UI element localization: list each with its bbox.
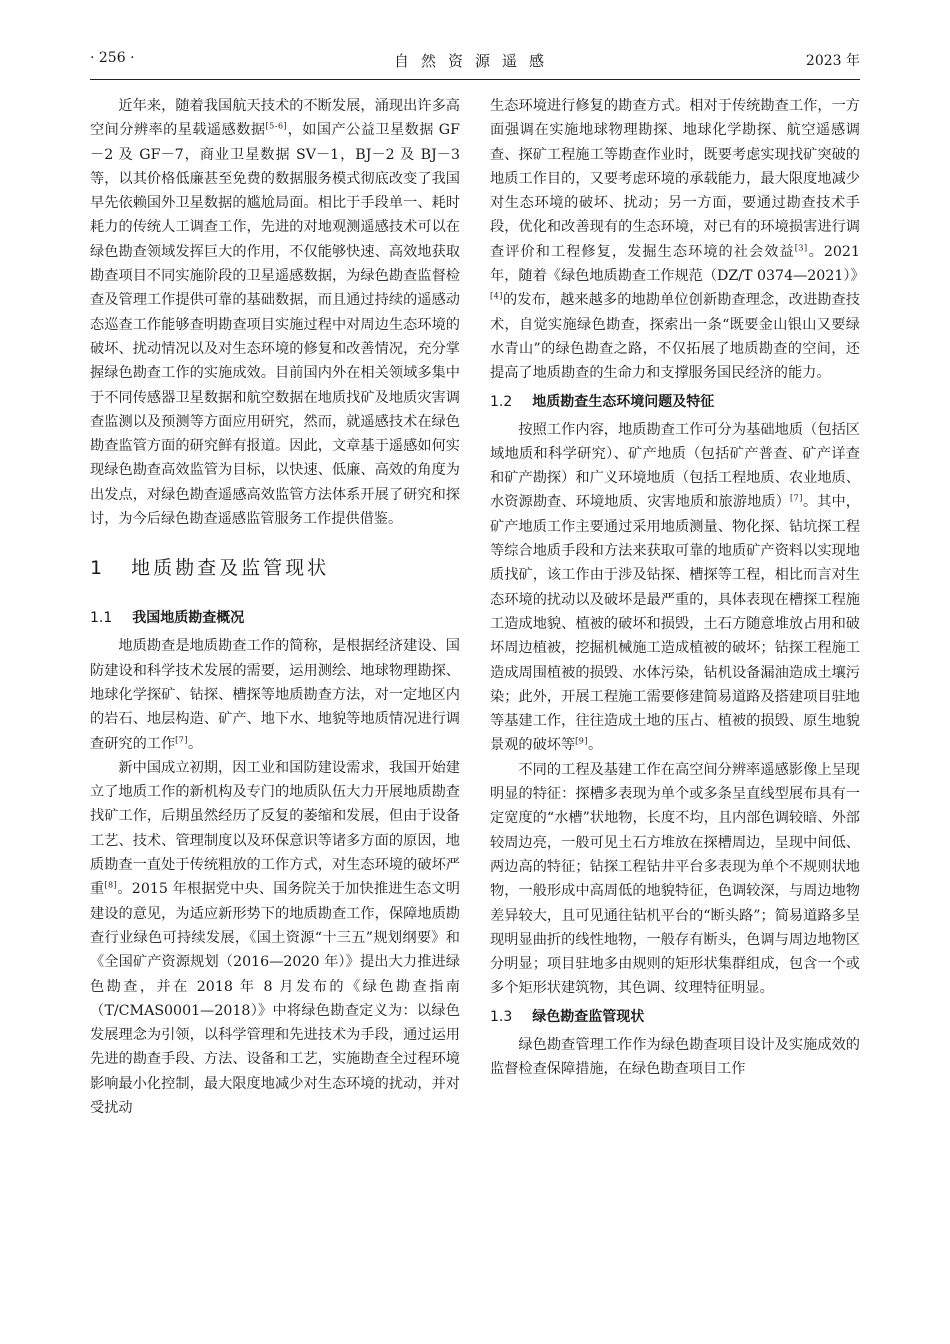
journal-title: 自然资源遥感	[393, 52, 556, 70]
body-paragraph: 新中国成立初期，因工业和国防建设需求，我国开始建立了地质工作的新机构及专门的地质队伍大力开展地质勘查找矿工作，后期虽然经历了反复的萎缩和发展，但由于设备工艺、技术、管理制度以及环保意识等诸多方面的原因，地质勘查一直处于传统粗放的工作方式，对生态环境的破坏严重[8]。2015 年根据党中央、国务院关于加快推进生态文明建设的意见，为适应新形势下的地质勘查工作，保障地质勘查行业绿色可持续发展，《国土资源“十三五”规划纲要》和《全国矿产资源规划（2016—2020 年）》提出大力推进绿色勘查，并在 2018 年 8 月发布的《绿色勘查指南（T/CMAS0001—2018）》中将绿色勘查定义为：以绿色发展理念为引领，以科学管理和先进技术为手段，通过运用先进的勘查手段、方法、设备和工艺，实施勘查全过程环境影响最小化控制，最大限度地减少对生态环境的扰动，并对受扰动	[90, 759, 460, 1116]
running-header	[90, 50, 860, 80]
right-column	[490, 94, 865, 1081]
citation[interactable]: [5-6]	[265, 121, 288, 131]
citation[interactable]: [7]	[790, 493, 803, 503]
subsection-heading: 1.1 我国地质勘查概况	[90, 610, 245, 627]
subsection-heading: 1.2 地质勘查生态环境问题及特征	[490, 393, 715, 410]
body-paragraph: 按照工作内容，地质勘查工作可分为基础地质（包括区域地质和科学研究）、矿产地质（包括矿产普查、矿产详查和矿产勘探）和广义环境地质（包括工程地质、农业地质、水资源勘查、环境地质、灾害地质和旅游地质）[7]。其中，矿产地质工作主要通过采用地质测量、物化探、钻坑探工程等综合地质手段和方法来获取可靠的地质矿产资料以实现地质找矿，该工作由于涉及钻探、槽探等工程，相比而言对生态环境的扰动以及破坏是最严重的，具体表现在槽探工程施工造成地貌、植被的破坏和损毁，土石方随意堆放占用和破坏周边植被，挖掘机械施工造成植被的破坏；钻探工程施工造成周围植被的损毁、水体污染，钻机设备漏油造成土壤污染；此外，开展工程施工需要修建简易道路及搭建项目驻地等基建工作，往往造成土地的压占、植被的损毁、原生地貌景观的破坏等[9]。	[490, 421, 860, 754]
citation[interactable]: [3]	[794, 243, 808, 253]
citation[interactable]: [4]	[490, 291, 503, 301]
body-paragraph: 不同的工程及基建工作在高空间分辨率遥感影像上呈现明显的特征：探槽多表现为单个或多条呈直线型展布具有一定宽度的“水槽”状地物，长度不均，且内部色调较暗、外部较周边亮，一般可见土石方堆放在探槽周边，呈现中间低、两边高的特征；钻探工程钻井平台多表现为单个不规则状地物，一般形成中高周低的地貌特征，色调较深，与周边地物差异较大，且可见通往钻机平台的“断头路”；简易道路多呈现明显曲折的线性地物，一般存有断头，色调与周边地物区分明显；项目驻地多由规则的矩形状集群组成，包含一个或多个矩形状建筑物，其色调、纹理特征明显。	[490, 761, 860, 997]
body-paragraph: 生态环境进行修复的勘查方式。相对于传统勘查工作，一方面强调在实施地球物理勘探、地球化学勘探、航空遥感调查、探矿工程施工等勘查作业时，既要考虑实现找矿突破的地质工作目的，又要考虑环境的承载能力，最大限度地减少对生态环境的破坏、扰动；另一方面，要通过勘查技术手段，优化和改善现有的生态环境，对已有的环境损害进行调查评价和工程修复，发掘生态环境的社会效益[3]。2021 年，随着《绿色地质勘查工作规范（DZ/T 0374—2021）》[4]的发布，越来越多的地勘单位创新勘查理念，改进勘查技术，自觉实施绿色勘查，探索出一条“既要金山银山又要绿水青山”的绿色勘查之路，不仅拓展了地质勘查的空间，还提高了地质勘查的生命力和支撑服务国民经济的能力。	[490, 98, 865, 382]
body-paragraph: 地质勘查是地质勘查工作的简称，是根据经济建设、国防建设和科学技术发展的需要，运用测绘、地球物理勘探、地球化学探矿、钻探、槽探等地质勘查方法，对一定地区内的岩石、地层构造、矿产、地下水、地貌等地质情况进行调查研究的工作[7]。	[90, 638, 460, 752]
intro-paragraph: 近年来，随着我国航天技术的不断发展，涌现出许多高空间分辨率的星载遥感数据[5-6]，如国产公益卫星数据 GF－2 及 GF－7，商业卫星数据 SV－1，BJ－2 及 BJ－3 等，以其价格低廉甚至免费的数据服务模式彻底改变了我国早先依赖国外卫星数据的尴尬局面。相比于手段单一、耗时耗力的传统人工调查工作，先进的对地观测遥感技术可以在绿色勘查领域发挥巨大的作用，不仅能够快速、高效地获取勘查项目不同实施阶段的卫星遥感数据，为绿色勘查监督检查及管理工作提供可靠的基础数据，而且通过持续的遥感动态巡查工作能够查明勘查项目实施过程中对周边生态环境的破坏、扰动情况以及对生态环境的修复和改善情况，充分掌握绿色勘查工作的实施成效。目前国内外在相关领域多集中于不同传感器卫星数据和航空数据在地质找矿及地质灾害调查监测以及预测等方面应用研究，然而，就遥感技术在绿色勘查监管方面的研究鲜有报道。因此，文章基于遥感如何实现绿色勘查高效监管为目标，以快速、低廉、高效的角度为出发点，对绿色勘查遥感高效监管方法体系开展了研究和探讨，为今后绿色勘查遥感监管服务工作提供借鉴。	[90, 98, 460, 528]
citation[interactable]: [7]	[175, 734, 188, 744]
body-paragraph: 绿色勘查管理工作作为绿色勘查项目设计及实施成效的监督检查保障措施，在绿色勘查项目工作	[490, 1036, 860, 1077]
section-heading: 1 地质勘查及监管现状	[90, 557, 330, 580]
left-column	[90, 94, 460, 1120]
page-number: · 256 ·	[90, 50, 135, 66]
subsection-heading: 1.3 绿色勘查监管现状	[490, 1008, 645, 1025]
issue-year: 2023 年	[805, 53, 860, 69]
citation[interactable]: [9]	[575, 736, 588, 746]
citation[interactable]: [8]	[104, 880, 118, 890]
header-rule	[90, 79, 860, 80]
